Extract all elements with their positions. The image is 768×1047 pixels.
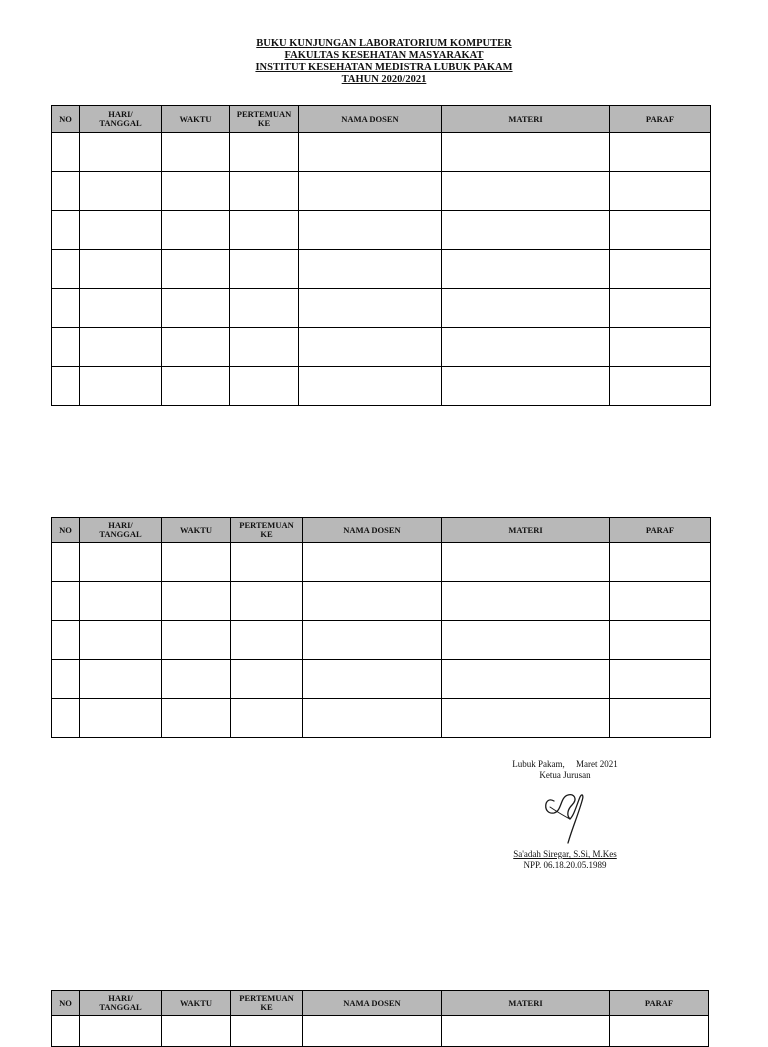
col-header-paraf: PARAF <box>610 518 711 543</box>
table-row <box>52 699 711 738</box>
cell-pertemuan-ke <box>231 621 303 660</box>
table-row <box>52 367 711 406</box>
col-header-waktu: WAKTU <box>162 518 231 543</box>
cell-materi <box>442 211 610 250</box>
cell-pertemuan-ke <box>230 328 299 367</box>
place-date: Lubuk Pakam, Maret 2021 <box>512 759 618 769</box>
col-header-paraf: PARAF <box>610 991 709 1016</box>
cell-hari-tanggal <box>80 328 162 367</box>
cell-waktu <box>162 328 230 367</box>
cell-nama-dosen <box>303 660 442 699</box>
tanggal-label: TANGGAL <box>99 118 142 128</box>
cell-pertemuan-ke <box>230 367 299 406</box>
cell-waktu <box>162 1016 231 1047</box>
cell-materi <box>442 172 610 211</box>
cell-hari-tanggal <box>80 582 162 621</box>
col-header-nama-dosen: NAMA DOSEN <box>299 106 442 133</box>
cell-materi <box>442 289 610 328</box>
col-header-no: NO <box>52 991 80 1016</box>
title-line-1: BUKU KUNJUNGAN LABORATORIUM KOMPUTER <box>256 38 512 49</box>
col-header-pertemuan-ke <box>231 518 303 543</box>
title-line-3: INSTITUT KESEHATAN MEDISTRA LUBUK PAKAM <box>255 62 513 73</box>
cell-materi <box>442 582 610 621</box>
cell-no <box>52 172 80 211</box>
col-header-no: NO <box>52 518 80 543</box>
table-row <box>52 250 711 289</box>
cell-materi <box>442 328 610 367</box>
col-header-paraf: PARAF <box>610 106 711 133</box>
cell-no <box>52 1016 80 1047</box>
visit-log-table-3 <box>51 990 709 1047</box>
cell-pertemuan-ke <box>231 543 303 582</box>
cell-no <box>52 289 80 328</box>
cell-pertemuan-ke <box>230 250 299 289</box>
cell-paraf <box>610 289 711 328</box>
tanggal-label: TANGGAL <box>99 1002 142 1012</box>
cell-paraf <box>610 172 711 211</box>
visit-log-table-1 <box>51 105 711 406</box>
cell-waktu <box>162 699 231 738</box>
table-row <box>52 1016 709 1047</box>
cell-no <box>52 543 80 582</box>
signature-block <box>490 759 640 871</box>
cell-no <box>52 582 80 621</box>
table-row <box>52 582 711 621</box>
cell-pertemuan-ke <box>230 211 299 250</box>
cell-pertemuan-ke <box>231 699 303 738</box>
signer-role: Ketua Jurusan <box>539 770 591 780</box>
col-header-materi: MATERI <box>442 991 610 1016</box>
cell-nama-dosen <box>303 582 442 621</box>
cell-waktu <box>162 660 231 699</box>
cell-hari-tanggal <box>80 621 162 660</box>
cell-pertemuan-ke <box>230 133 299 172</box>
cell-hari-tanggal <box>80 543 162 582</box>
col-header-materi: MATERI <box>442 106 610 133</box>
cell-paraf <box>610 582 711 621</box>
col-header-materi: MATERI <box>442 518 610 543</box>
cell-paraf <box>610 1016 709 1047</box>
cell-paraf <box>610 660 711 699</box>
cell-paraf <box>610 133 711 172</box>
title-line-4: TAHUN 2020/2021 <box>341 74 427 85</box>
cell-waktu <box>162 133 230 172</box>
cell-no <box>52 328 80 367</box>
cell-paraf <box>610 328 711 367</box>
table-body <box>52 133 711 406</box>
hari-label: HARI/ <box>108 520 133 530</box>
cell-nama-dosen <box>303 699 442 738</box>
cell-materi <box>442 660 610 699</box>
cell-waktu <box>162 621 231 660</box>
document-header <box>0 38 768 86</box>
cell-nama-dosen <box>299 211 442 250</box>
cell-nama-dosen <box>299 289 442 328</box>
signer-name: Sa'adah Siregar, S.Si, M.Kes <box>513 849 617 859</box>
cell-waktu <box>162 250 230 289</box>
cell-paraf <box>610 699 711 738</box>
cell-materi <box>442 367 610 406</box>
cell-paraf <box>610 367 711 406</box>
pertemuan-label: PERTEMUAN <box>236 109 292 119</box>
title-line-2: FAKULTAS KESEHATAN MASYARAKAT <box>284 50 484 61</box>
cell-pertemuan-ke <box>231 1016 303 1047</box>
cell-hari-tanggal <box>80 211 162 250</box>
table-row <box>52 289 711 328</box>
table-header-row <box>52 106 711 133</box>
cell-pertemuan-ke <box>231 582 303 621</box>
cell-waktu <box>162 172 230 211</box>
col-header-nama-dosen: NAMA DOSEN <box>303 991 442 1016</box>
signer-id-number: NPP. 06.18.20.05.1989 <box>523 860 607 870</box>
cell-materi <box>442 250 610 289</box>
cell-materi <box>442 699 610 738</box>
cell-materi <box>442 133 610 172</box>
handwritten-signature <box>540 785 590 847</box>
table-header-row <box>52 991 709 1016</box>
pertemuan-label: PERTEMUAN <box>239 520 294 530</box>
cell-hari-tanggal <box>80 172 162 211</box>
cell-hari-tanggal <box>80 660 162 699</box>
cell-waktu <box>162 543 231 582</box>
col-header-hari-tanggal <box>80 991 162 1016</box>
cell-waktu <box>162 289 230 328</box>
cell-waktu <box>162 367 230 406</box>
cell-pertemuan-ke <box>230 289 299 328</box>
cell-pertemuan-ke <box>230 172 299 211</box>
cell-nama-dosen <box>299 133 442 172</box>
tanggal-label: TANGGAL <box>99 529 142 539</box>
table-row <box>52 660 711 699</box>
col-header-hari-tanggal <box>80 518 162 543</box>
col-header-pertemuan-ke <box>231 991 303 1016</box>
visit-log-table-2 <box>51 517 711 738</box>
cell-nama-dosen <box>303 1016 442 1047</box>
cell-hari-tanggal <box>80 367 162 406</box>
cell-hari-tanggal <box>80 1016 162 1047</box>
table-row <box>52 543 711 582</box>
cell-nama-dosen <box>299 250 442 289</box>
cell-hari-tanggal <box>80 289 162 328</box>
hari-label: HARI/ <box>108 109 133 119</box>
cell-no <box>52 133 80 172</box>
table-header-row <box>52 518 711 543</box>
cell-no <box>52 699 80 738</box>
col-header-nama-dosen: NAMA DOSEN <box>303 518 442 543</box>
col-header-no: NO <box>52 106 80 133</box>
pertemuan-label: PERTEMUAN <box>239 993 294 1003</box>
cell-no <box>52 211 80 250</box>
ke-label: KE <box>260 1002 273 1012</box>
cell-nama-dosen <box>299 172 442 211</box>
col-header-hari-tanggal <box>80 106 162 133</box>
col-header-waktu: WAKTU <box>162 106 230 133</box>
cell-no <box>52 660 80 699</box>
table-body <box>52 1016 709 1047</box>
cell-materi <box>442 1016 610 1047</box>
col-header-waktu: WAKTU <box>162 991 231 1016</box>
cell-hari-tanggal <box>80 699 162 738</box>
cell-materi <box>442 543 610 582</box>
cell-waktu <box>162 582 231 621</box>
cell-nama-dosen <box>299 367 442 406</box>
cell-no <box>52 621 80 660</box>
table-row <box>52 172 711 211</box>
cell-nama-dosen <box>299 328 442 367</box>
cell-waktu <box>162 211 230 250</box>
table-row <box>52 211 711 250</box>
cell-paraf <box>610 621 711 660</box>
ke-label: KE <box>260 529 273 539</box>
cell-no <box>52 367 80 406</box>
table-row <box>52 328 711 367</box>
table-body <box>52 543 711 738</box>
ke-label: KE <box>257 118 271 128</box>
cell-no <box>52 250 80 289</box>
table-row <box>52 133 711 172</box>
cell-nama-dosen <box>303 543 442 582</box>
cell-paraf <box>610 250 711 289</box>
cell-materi <box>442 621 610 660</box>
cell-hari-tanggal <box>80 133 162 172</box>
cell-paraf <box>610 211 711 250</box>
hari-label: HARI/ <box>108 993 133 1003</box>
cell-nama-dosen <box>303 621 442 660</box>
table-row <box>52 621 711 660</box>
cell-hari-tanggal <box>80 250 162 289</box>
cell-pertemuan-ke <box>231 660 303 699</box>
col-header-pertemuan-ke <box>230 106 299 133</box>
cell-paraf <box>610 543 711 582</box>
